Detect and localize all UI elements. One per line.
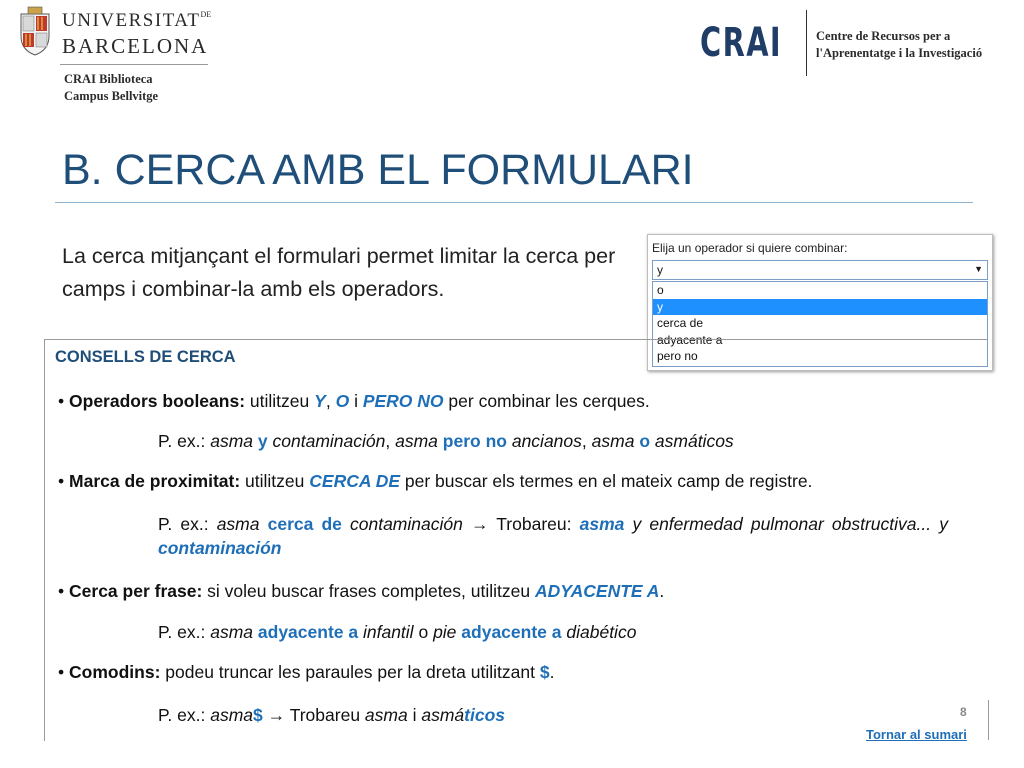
operator-dropdown-label: Elija un operador si quiere combinar:: [652, 241, 848, 255]
page-number: 8: [960, 705, 967, 719]
crai-logo-text: CRAI: [700, 20, 783, 66]
operator-select-value: y: [657, 263, 663, 277]
example-proximity: P. ex.: asma cerca de contaminación → Trobareu: asma y enfermedad pulmonar obstructiva... y contaminación: [158, 514, 948, 558]
back-to-summary-link[interactable]: Tornar al sumari: [866, 727, 967, 742]
header-divider: [60, 64, 208, 65]
operator-select[interactable]: [652, 260, 988, 280]
operator-option-adyacente-a[interactable]: adyacente a: [657, 332, 723, 347]
operator-option-cerca-de[interactable]: cerca de: [657, 316, 704, 330]
dropdown-arrow-icon: ▼: [974, 264, 983, 274]
ub-shield-icon: [18, 6, 52, 56]
arrow-right-icon: →: [267, 705, 286, 725]
crai-logo-divider: [806, 10, 807, 76]
operator-option-o[interactable]: o: [657, 283, 664, 297]
tip-boolean-operators: • Operadors booleans: utilitzeu Y, O i PERO NO per combinar les cerques.: [58, 391, 650, 411]
tip-phrase-search: • Cerca per frase: si voleu buscar frases completes, utilitzeu ADYACENTE A.: [58, 581, 665, 601]
page-title: B. CERCA AMB EL FORMULARI: [62, 146, 694, 194]
footer-divider: [988, 700, 989, 740]
ub-name-line2: BARCELONA: [62, 34, 209, 58]
example-phrase: P. ex.: asma adyacente a infantil o pie adyacente a diabético: [158, 622, 637, 642]
intro-text: La cerca mitjançant el formulari permet limitar la cerca per camps i combinar-la amb els operadors.: [62, 244, 616, 301]
title-underline: [55, 202, 973, 203]
crai-description: Centre de Recursos per a l'Aprenentatge i la Investigació: [816, 29, 983, 60]
tips-heading: CONSELLS DE CERCA: [55, 348, 236, 366]
example-boolean: P. ex.: asma y contaminación, asma pero no ancianos, asma o asmáticos: [158, 431, 734, 451]
example-wildcard: P. ex.: asma$ → Trobareu asma i asmáticos: [158, 705, 506, 725]
arrow-right-icon: →: [470, 514, 489, 534]
library-name: CRAI Biblioteca Campus Bellvitge: [64, 72, 159, 103]
ub-name-line1: $UNIVERSITAT^{DE}$: [62, 10, 212, 31]
operator-option-pero-no[interactable]: pero no: [657, 349, 698, 363]
tip-proximity: • Marca de proximitat: utilitzeu CERCA DE per buscar els termes en el mateix camp de registre.: [58, 471, 813, 491]
operator-option-y[interactable]: y: [653, 299, 987, 316]
tip-wildcards: • Comodins: podeu truncar les paraules per la dreta utilitzant $.: [58, 662, 555, 682]
ub-logo: [18, 6, 212, 58]
